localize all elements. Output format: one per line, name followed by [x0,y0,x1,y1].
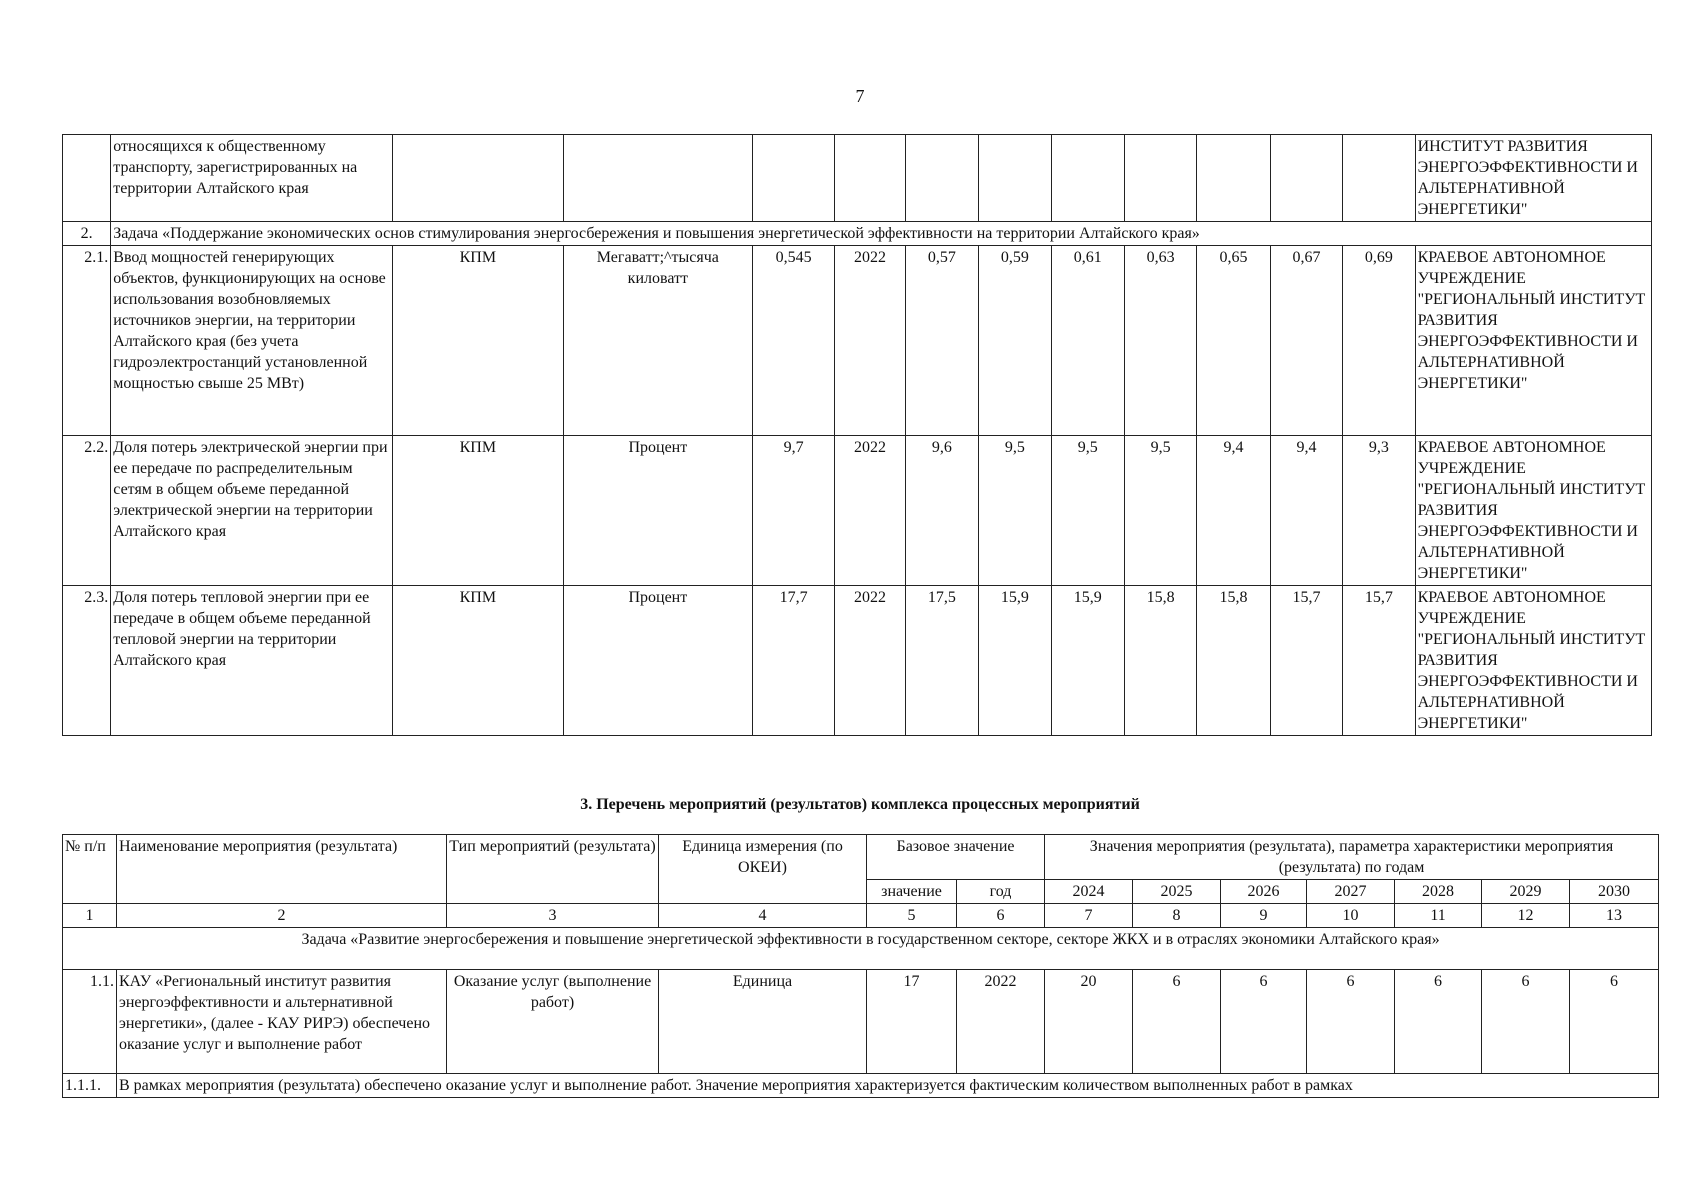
task-text: Задача «Развитие энергосбережения и повышение энергетической эффективности в государственном секторе, секторе ЖКХ и в отраслях экономики Алтайского края» [63,928,1659,970]
cell-year: 2022 [835,436,905,586]
cell-value: 0,63 [1124,246,1196,436]
col-number: 8 [1133,904,1221,928]
header-unit: Единица измерения (по ОКЕИ) [659,835,867,904]
cell-type: КПМ [392,586,563,736]
table-row [63,1074,1659,1098]
cell-value: 9,5 [1051,436,1124,586]
cell-name: относящихся к общественному транспорту, зарегистрированных на территории Алтайского края [111,135,393,222]
header-num: № п/п [63,835,117,904]
cell-value: 15,8 [1124,586,1196,736]
cell-value: 15,7 [1343,586,1415,736]
cell-num: 2. [63,222,111,246]
cell-name: КАУ «Региональный институт развития энергоэффективности и альтернативной энергетики», (далее - КАУ РИРЭ) обеспечено оказание услуг и выполнение работ [117,970,447,1074]
table-row [63,246,1652,436]
column-numbers-row [63,904,1659,928]
table-row [63,970,1659,1074]
header-year: 2027 [1307,880,1395,904]
cell-responsible: КРАЕВОЕ АВТОНОМНОЕ УЧРЕЖДЕНИЕ "РЕГИОНАЛЬНЫЙ ИНСТИТУТ РАЗВИТИЯ ЭНЕРГОЭФФЕКТИВНОСТИ И АЛЬТЕРНАТИВНОЙ ЭНЕРГЕТИКИ" [1415,436,1651,586]
cell-value: 6 [1133,970,1221,1074]
cell-year: 2022 [835,586,905,736]
cell-value: 6 [1482,970,1570,1074]
header-year: 2026 [1221,880,1307,904]
table-row [63,135,1652,222]
indicators-table [62,134,1652,736]
cell-unit: Процент [563,436,752,586]
cell-unit: Единица [659,970,867,1074]
task-text: Задача «Поддержание экономических основ стимулирования энергосбережения и повышения энергетической эффективности на территории Алтайского края» [111,222,1652,246]
col-number: 9 [1221,904,1307,928]
cell-value: 6 [1221,970,1307,1074]
cell-base: 17,7 [752,586,834,736]
cell-value: 20 [1045,970,1133,1074]
cell-num: 1.1. [63,970,117,1074]
cell-num: 1.1.1. [63,1074,117,1098]
col-number: 7 [1045,904,1133,928]
cell-value: 17,5 [905,586,978,736]
cell-value: 0,61 [1051,246,1124,436]
cell-value: 9,4 [1197,436,1270,586]
cell-value: 15,8 [1197,586,1270,736]
cell-value: 0,69 [1343,246,1415,436]
cell-responsible: КРАЕВОЕ АВТОНОМНОЕ УЧРЕЖДЕНИЕ "РЕГИОНАЛЬНЫЙ ИНСТИТУТ РАЗВИТИЯ ЭНЕРГОЭФФЕКТИВНОСТИ И АЛЬТЕРНАТИВНОЙ ЭНЕРГЕТИКИ" [1415,246,1651,436]
header-year: 2028 [1395,880,1482,904]
cell-base: 17 [867,970,957,1074]
cell-unit: Мегаватт;^тысяча киловатт [563,246,752,436]
cell-name: Доля потерь тепловой энергии при ее передаче в общем объеме переданной тепловой энергии на территории Алтайского края [111,586,393,736]
cell-value: 9,6 [905,436,978,586]
cell-value: 9,4 [1270,436,1342,586]
cell-value: 9,3 [1343,436,1415,586]
col-number: 3 [447,904,659,928]
cell-responsible: КРАЕВОЕ АВТОНОМНОЕ УЧРЕЖДЕНИЕ "РЕГИОНАЛЬНЫЙ ИНСТИТУТ РАЗВИТИЯ ЭНЕРГОЭФФЕКТИВНОСТИ И АЛЬТЕРНАТИВНОЙ ЭНЕРГЕТИКИ" [1415,586,1651,736]
header-year: 2030 [1570,880,1659,904]
cell-value: 6 [1307,970,1395,1074]
header-base-year: год [957,880,1045,904]
cell-value: 15,9 [1051,586,1124,736]
col-number: 4 [659,904,867,928]
header-year: 2025 [1133,880,1221,904]
cell-value: 0,67 [1270,246,1342,436]
cell-value: 15,9 [979,586,1051,736]
cell-num: 2.1. [63,246,111,436]
cell-year: 2022 [835,246,905,436]
cell-type: Оказание услуг (выполнение работ) [447,970,659,1074]
cell-value: 15,7 [1270,586,1342,736]
header-year: 2024 [1045,880,1133,904]
section-title: 3. Перечень мероприятий (результатов) комплекса процессных мероприятий [580,796,1140,813]
table-row [63,586,1652,736]
cell-base: 0,545 [752,246,834,436]
header-base: Базовое значение [867,835,1045,880]
cell-description: В рамках мероприятия (результата) обеспечено оказание услуг и выполнение работ. Значение мероприятия характеризуется фактическим количеством выполненных работ в рамках [117,1074,1659,1098]
col-number: 11 [1395,904,1482,928]
measures-table [62,834,1659,1098]
task-row [63,928,1659,970]
cell-type: КПМ [392,246,563,436]
cell-num [63,135,111,222]
cell-year: 2022 [957,970,1045,1074]
table-row [63,436,1652,586]
cell-num: 2.2. [63,436,111,586]
col-number: 1 [63,904,117,928]
cell-value: 0,57 [905,246,978,436]
col-number: 12 [1482,904,1570,928]
header-year: 2029 [1482,880,1570,904]
cell-type: КПМ [392,436,563,586]
header-name: Наименование мероприятия (результата) [117,835,447,904]
cell-value: 0,59 [979,246,1051,436]
cell-name: Ввод мощностей генерирующих объектов, функционирующих на основе использования возобновляемых источников энергии, на территории Алтайского края (без учета гидроэлектростанций установленной мощностью свыше 25 МВт) [111,246,393,436]
cell-value: 6 [1395,970,1482,1074]
cell-value: 0,65 [1197,246,1270,436]
col-number: 10 [1307,904,1395,928]
col-number: 2 [117,904,447,928]
cell-unit: Процент [563,586,752,736]
cell-num: 2.3. [63,586,111,736]
header-row [63,835,1659,880]
col-number: 13 [1570,904,1659,928]
page-number: 7 [855,86,865,106]
task-row [63,222,1652,246]
cell-value: 9,5 [1124,436,1196,586]
cell-responsible: ИНСТИТУТ РАЗВИТИЯ ЭНЕРГОЭФФЕКТИВНОСТИ И АЛЬТЕРНАТИВНОЙ ЭНЕРГЕТИКИ" [1415,135,1651,222]
header-values: Значения мероприятия (результата), параметра характеристики мероприятия (результата) по годам [1045,835,1659,880]
header-base-value: значение [867,880,957,904]
cell-value: 6 [1570,970,1659,1074]
col-number: 5 [867,904,957,928]
cell-base: 9,7 [752,436,834,586]
col-number: 6 [957,904,1045,928]
cell-name: Доля потерь электрической энергии при ее передаче по распределительным сетям в общем объеме переданной электрической энергии на территории Алтайского края [111,436,393,586]
cell-value: 9,5 [979,436,1051,586]
header-type: Тип мероприятий (результата) [447,835,659,904]
